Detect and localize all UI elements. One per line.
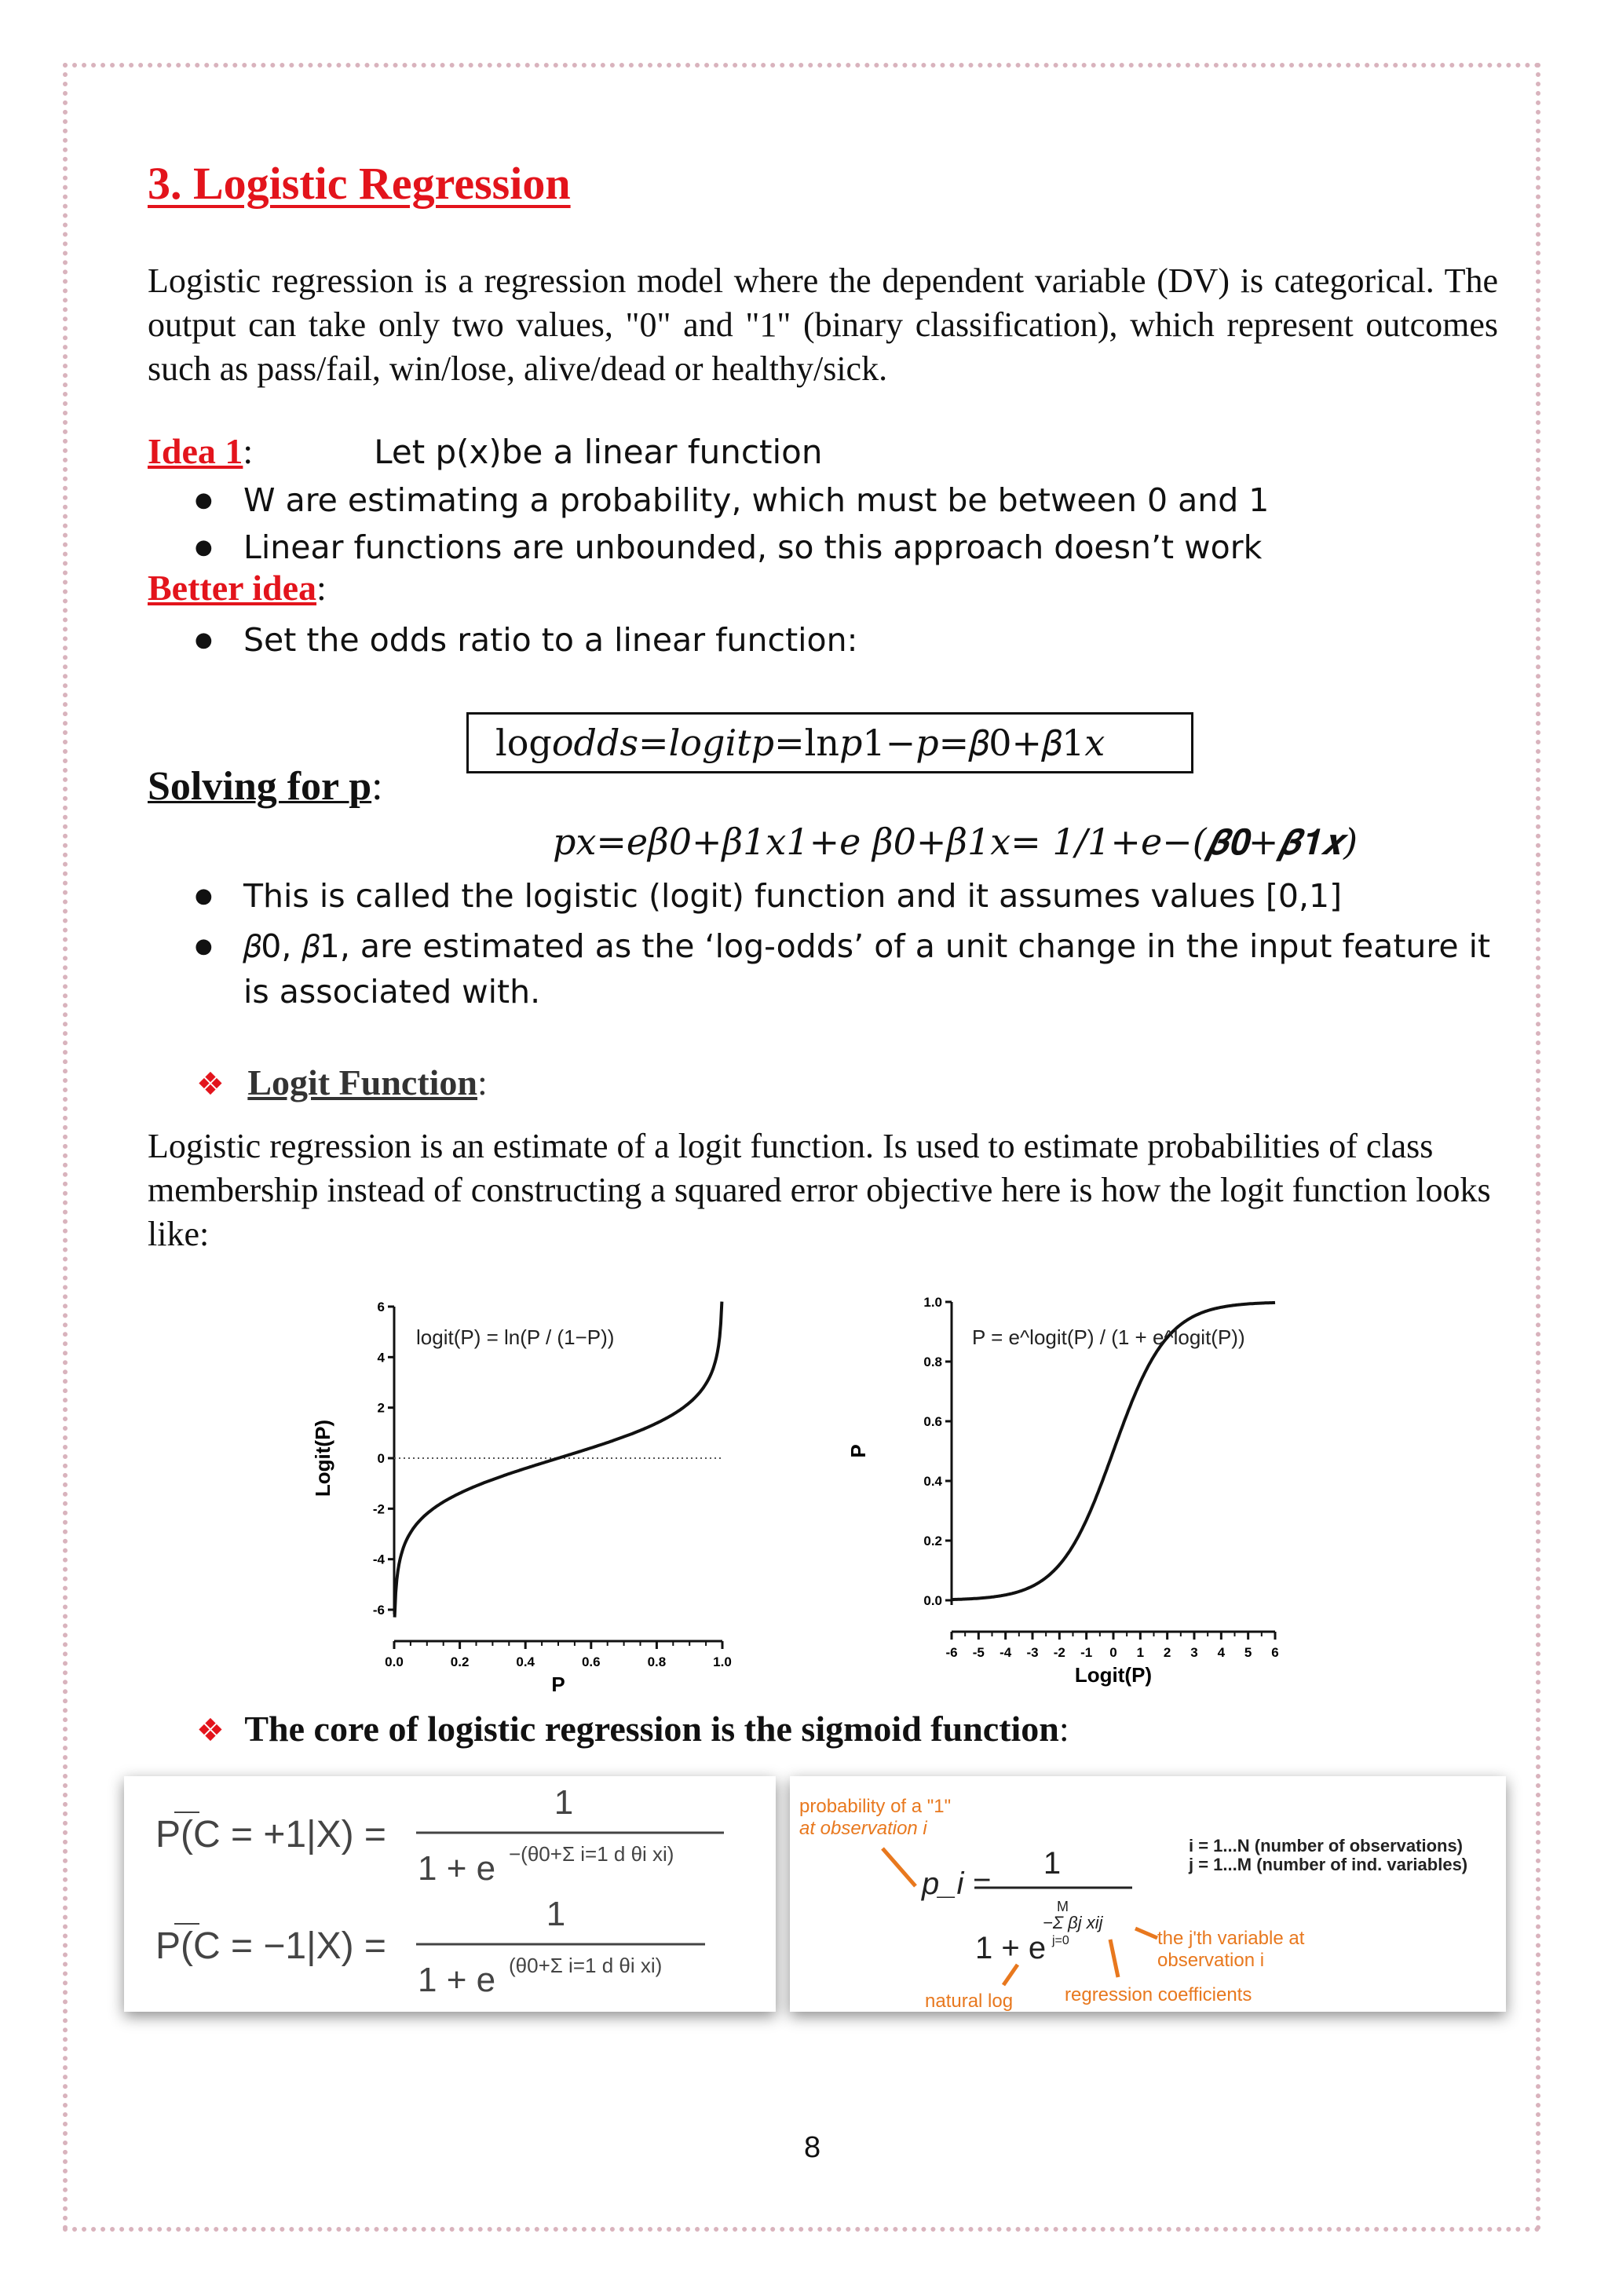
y-tick-label: -2 xyxy=(372,1501,385,1517)
x-tick-label: 3 xyxy=(1190,1645,1198,1660)
idea1-bullet-1: ● W are estimating a probability, which must be between 0 and 1 xyxy=(243,477,1269,523)
better-idea-line: Better idea: xyxy=(148,568,327,608)
y-tick-label: 0.8 xyxy=(923,1355,942,1369)
formula-numerator-2: 1 xyxy=(546,1895,566,1933)
index-i: i = 1...N (number of observations) xyxy=(1189,1836,1464,1855)
x-axis-label: P xyxy=(551,1673,565,1696)
natural-log-arrow xyxy=(1003,1965,1018,1985)
solving-label: Solving for p xyxy=(148,764,372,809)
logit-function-label: Logit Function xyxy=(247,1062,478,1102)
idea1-bullet-2: ● Linear functions are unbounded, so this approach doesn’t work xyxy=(243,525,1262,570)
pi-numerator: 1 xyxy=(1043,1846,1062,1881)
pi-denominator-base: 1 + e xyxy=(975,1931,1047,1965)
x-tick-label: 0.6 xyxy=(581,1654,601,1669)
sigmoid-chart xyxy=(839,1288,1294,1696)
formula-denominator-exp-2: (θ0+Σ i=1 d θi xi) xyxy=(509,1954,663,1977)
logit-chart-plot xyxy=(311,1300,732,1696)
sum-bottom: j=0 xyxy=(1052,1934,1069,1947)
y-tick-label: 1.0 xyxy=(923,1295,942,1310)
core-text: The core of logistic regression is the sigmoid function xyxy=(244,1709,1059,1749)
x-tick-label: 0.0 xyxy=(385,1654,404,1669)
formula-denominator-exp-1: −(θ0+Σ i=1 d θi xi) xyxy=(509,1842,674,1866)
sigmoid-formula-svg xyxy=(124,1776,776,2012)
x-tick-label: 4 xyxy=(1217,1645,1226,1660)
sigmoid-annotated-panel xyxy=(790,1776,1506,2012)
formula-denominator-base-1: 1 + e xyxy=(418,1849,496,1888)
solving-heading xyxy=(148,763,383,810)
page-number: 8 xyxy=(804,2131,821,2164)
y-tick-label: -4 xyxy=(372,1552,385,1567)
logit-function-heading: ❖ Logit Function: xyxy=(196,1062,488,1102)
y-tick-label: 0.6 xyxy=(923,1414,942,1429)
x-tick-label: -6 xyxy=(945,1645,958,1660)
coefficient-arrow xyxy=(1110,1940,1118,1977)
y-tick-label: 0.0 xyxy=(923,1593,942,1608)
x-tick-label: -1 xyxy=(1080,1645,1093,1660)
idea1-text: Let p(x)be a linear function xyxy=(374,433,823,471)
formula-lhs-negative: P(C = −1|X) = xyxy=(155,1925,386,1967)
diamond-bullet-icon: ❖ xyxy=(196,1066,225,1102)
y-tick-label: 4 xyxy=(377,1350,385,1366)
formula-numerator-1: 1 xyxy=(554,1783,574,1822)
idea1-line: Idea 1: Let p(x)be a linear function xyxy=(148,431,823,471)
sigmoid-formula-panel xyxy=(124,1776,776,2012)
sum-top: M xyxy=(1057,1899,1069,1914)
x-tick-label: 1.0 xyxy=(713,1654,732,1669)
variable-label-2: observation i xyxy=(1157,1950,1265,1971)
y-tick-label: 0.4 xyxy=(923,1474,942,1489)
prob-arrow xyxy=(883,1848,915,1886)
x-tick-label: -4 xyxy=(1000,1645,1012,1660)
y-tick-label: 0 xyxy=(377,1451,385,1466)
pi-denominator-exp: −Σ βj xij xyxy=(1043,1913,1103,1932)
x-tick-label: 1 xyxy=(1136,1645,1145,1660)
prob-label-1: probability of a "1" xyxy=(799,1796,952,1817)
prob-label-2: at observation i xyxy=(799,1818,927,1839)
better-idea-bullet-1: ● Set the odds ratio to a linear function: xyxy=(243,617,857,663)
x-tick-label: -2 xyxy=(1053,1645,1065,1660)
index-j: j = 1...M (number of ind. variables) xyxy=(1189,1855,1468,1874)
diamond-bullet-icon: ❖ xyxy=(196,1713,225,1749)
x-tick-label: 0.2 xyxy=(450,1654,470,1669)
y-axis-label: Logit(P) xyxy=(311,1419,334,1497)
solving-colon: : xyxy=(371,764,383,809)
solving-bullet-1: ● This is called the logistic (logit) function and it assumes values [0,1] xyxy=(243,873,1342,919)
sigmoid-chart-plot xyxy=(846,1295,1279,1687)
core-colon: : xyxy=(1058,1709,1069,1749)
intro-paragraph: Logistic regression is a regression model where the dependent variable (DV) is categorical. The output can take only two values, "0" and "1" (binary classification), which represent outcomes such as pass/fail, win/lose, alive/dead or healthy/sick. xyxy=(148,261,1498,388)
x-tick-label: 0.4 xyxy=(516,1654,535,1669)
x-tick-label: -3 xyxy=(1026,1645,1039,1660)
regression-coefficients-label: regression coefficients xyxy=(1065,1984,1252,2005)
logit-function-paragraph: Logistic regression is an estimate of a logit function. Is used to estimate probabilities of class membership instead of constructing a squared error objective here is how the logit function looks like: xyxy=(148,1127,1491,1253)
y-axis-label: P xyxy=(846,1444,870,1458)
log-odds-equation-box: log𝑜𝑑𝑑𝑠=𝑙𝑜𝑔𝑖𝑡𝑝=ln𝑝1−𝑝=𝛽0+𝛽1𝑥 xyxy=(466,712,1193,773)
y-tick-label: 0.2 xyxy=(923,1534,942,1548)
y-tick-label: -6 xyxy=(372,1603,385,1618)
sigmoid-annotated-svg xyxy=(790,1776,1506,2012)
logit-chart xyxy=(298,1288,754,1696)
idea1-label: Idea 1 xyxy=(148,431,243,471)
natural-log-label: natural log xyxy=(925,1991,1014,2012)
x-tick-label: -5 xyxy=(972,1645,985,1660)
x-axis-label: Logit(P) xyxy=(1074,1663,1153,1687)
formula-annotation: P = e^logit(P) / (1 + e^logit(P)) xyxy=(972,1325,1245,1349)
formula-denominator-base-2: 1 + e xyxy=(418,1961,496,1999)
core-heading xyxy=(196,1708,1069,1749)
x-tick-label: 0.8 xyxy=(647,1654,667,1669)
x-tick-label: 6 xyxy=(1271,1645,1279,1660)
pi-lhs: p_i = xyxy=(922,1866,991,1901)
variable-arrow xyxy=(1135,1929,1157,1938)
variable-label-1: the j'th variable at xyxy=(1157,1928,1305,1949)
x-tick-label: 0 xyxy=(1109,1645,1117,1660)
better-idea-label: Better idea xyxy=(148,568,317,608)
y-tick-label: 2 xyxy=(377,1400,385,1416)
formula-annotation: logit(P) = ln(P / (1−P)) xyxy=(416,1325,615,1349)
page-title: 3. Logistic Regression xyxy=(148,158,571,209)
y-tick-label: 6 xyxy=(377,1300,385,1314)
probability-equation: 𝑝𝑥=𝑒𝛽0+𝛽1𝑥1+𝑒 𝛽0+𝛽1𝑥= 1/1+𝑒−(𝜷𝟎+𝜷𝟏𝒙) xyxy=(553,821,1358,863)
solving-bullet-2: ● 𝛽0, 𝛽1, are estimated as the ‘log-odds’ of a unit change in the input feature it is associated with. xyxy=(243,923,1500,1015)
x-tick-label: 2 xyxy=(1163,1645,1171,1660)
x-tick-label: 5 xyxy=(1244,1645,1252,1660)
formula-lhs-positive: P(C = +1|X) = xyxy=(155,1814,386,1855)
